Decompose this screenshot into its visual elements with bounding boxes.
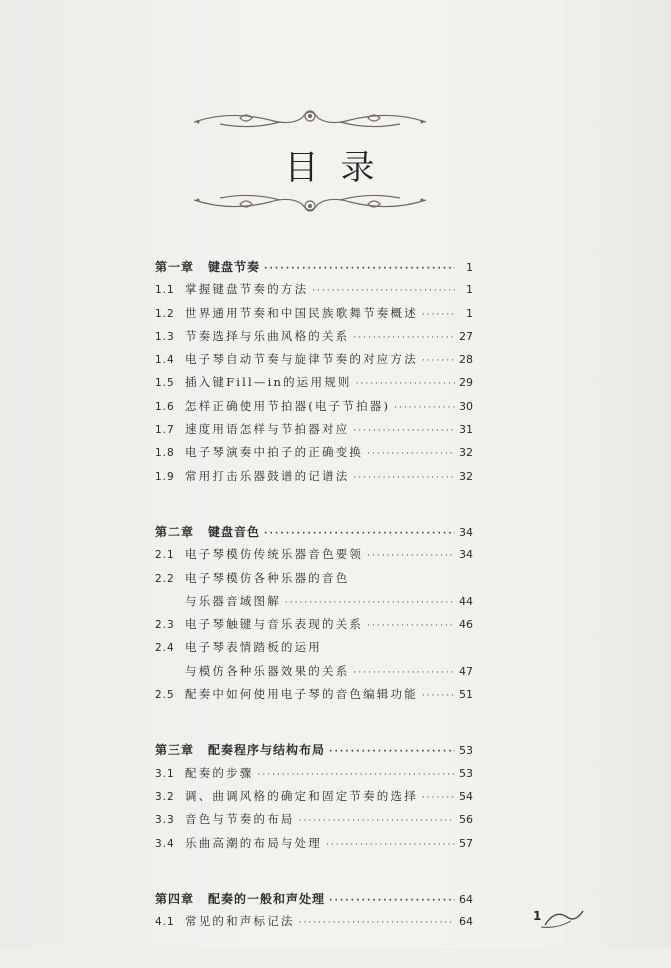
section-number: 4.1 (155, 916, 175, 929)
ornament-top-icon (190, 104, 430, 134)
toc-entry[interactable] (155, 444, 473, 467)
section-title: 掌握键盘节奏的方法 (185, 282, 309, 297)
section-title-line2: 与乐器音域图解 (185, 593, 281, 608)
leader-dots (422, 356, 455, 366)
leader-dots (285, 598, 455, 608)
chapter-title: 配奏程序与结构布局 (208, 743, 326, 758)
section-number: 2.4 (155, 642, 175, 655)
section-number: 2.3 (155, 619, 175, 632)
section-number: 3.2 (155, 790, 175, 803)
chapter-number: 第四章 (155, 891, 195, 906)
section-title: 电子琴自动节奏与旋律节奏的对应方法 (185, 352, 418, 367)
page-title: 目录 (284, 148, 397, 188)
page-ref: 31 (459, 423, 473, 437)
page-ref: 54 (459, 789, 473, 803)
section-title: 电子琴模仿各种乐器的音色 (185, 570, 350, 585)
page-ref: 51 (459, 688, 473, 702)
chapter-heading[interactable] (155, 890, 473, 913)
page-ref: 32 (459, 469, 473, 483)
toc-entry[interactable] (155, 616, 473, 639)
page-ref: 64 (459, 892, 473, 906)
leader-dots (367, 449, 455, 459)
section-title: 乐曲高潮的布局与处理 (185, 835, 322, 850)
leader-dots (258, 770, 456, 780)
section-title: 配奏的步骤 (185, 765, 254, 780)
section-title: 音色与节奏的布局 (185, 812, 295, 827)
toc-entry[interactable] (155, 421, 473, 444)
section-title: 配奏中如何使用电子琴的音色编辑功能 (185, 687, 418, 702)
page-ref: 1 (466, 306, 473, 320)
section-title: 速度用语怎样与节拍器对应 (185, 422, 350, 437)
leader-dots (329, 896, 455, 906)
chapter-number: 第三章 (155, 743, 195, 758)
section-title: 电子琴表情踏板的运用 (185, 640, 322, 655)
toc-entry[interactable] (155, 811, 473, 834)
section-number: 1.4 (155, 354, 175, 367)
page-ref: 46 (459, 618, 473, 632)
page-ref: 27 (459, 329, 473, 343)
section-title: 常见的和声标记法 (185, 914, 295, 929)
page-ref: 44 (459, 594, 473, 608)
toc-entry[interactable] (155, 398, 473, 421)
ornament-bottom-icon (190, 188, 430, 218)
chapter-title: 键盘节奏 (208, 260, 261, 274)
page-ref: 34 (459, 525, 473, 539)
leader-dots (353, 333, 455, 343)
section-number: 3.1 (155, 767, 175, 780)
chapter-3 (155, 741, 473, 857)
section-number: 2.2 (155, 572, 175, 585)
page-ref: 57 (459, 836, 473, 850)
leader-dots (422, 310, 455, 320)
chapter-heading[interactable] (155, 258, 473, 281)
page-ref: 28 (459, 353, 473, 367)
section-number: 3.3 (155, 814, 175, 827)
chapter-heading[interactable] (155, 741, 473, 764)
toc-entry[interactable] (155, 468, 473, 491)
chapter-title: 配奏的一般和声处理 (208, 891, 326, 906)
chapter-number: 第二章 (155, 524, 195, 539)
leader-dots (356, 379, 455, 389)
section-title: 插入键Fill—in的运用规则 (185, 375, 352, 390)
leader-dots (353, 668, 455, 678)
leader-dots (312, 286, 455, 296)
section-number: 1.8 (155, 447, 175, 460)
section-number: 3.4 (155, 837, 175, 850)
page-ref: 1 (466, 261, 473, 274)
section-number: 1.7 (155, 424, 175, 437)
toc-entry[interactable] (155, 305, 473, 328)
page-ref: 34 (459, 548, 473, 562)
leader-dots (264, 529, 455, 539)
section-number: 1.5 (155, 377, 175, 390)
section-number: 2.1 (155, 549, 175, 562)
toc-entry[interactable] (155, 788, 473, 811)
leader-dots (299, 918, 455, 928)
page-ref: 32 (459, 446, 473, 460)
toc-entry[interactable] (155, 765, 473, 788)
leader-dots (394, 403, 455, 413)
toc-entry[interactable] (155, 835, 473, 858)
section-title-line2: 与模仿各种乐器效果的关系 (185, 663, 350, 678)
chapter-number: 第一章 (155, 260, 195, 274)
section-number: 1.2 (155, 307, 175, 320)
leader-dots (422, 691, 455, 701)
toc-entry[interactable] (155, 546, 473, 569)
chapter-4 (155, 890, 473, 937)
section-title: 世界通用节奏和中国民族歌舞节奏概述 (185, 305, 418, 320)
page-number-text: 1 (533, 909, 542, 923)
section-title: 电子琴模仿传统乐器音色要领 (185, 547, 364, 562)
leader-dots (329, 747, 455, 757)
table-of-contents (155, 258, 473, 968)
section-number: 1.6 (155, 400, 175, 413)
chapter-heading[interactable] (155, 523, 473, 546)
leader-dots (326, 840, 455, 850)
section-number: 1.9 (155, 470, 175, 483)
page-ref: 29 (459, 376, 473, 390)
page-number (527, 905, 587, 931)
toc-entry[interactable] (155, 686, 473, 709)
chapter-title: 键盘音色 (208, 524, 261, 539)
leader-dots (299, 816, 455, 826)
toc-entry[interactable] (155, 328, 473, 351)
section-title: 电子琴演奏中拍子的正确变换 (185, 445, 364, 460)
leader-dots (367, 551, 455, 561)
toc-entry[interactable] (155, 281, 473, 304)
toc-entry[interactable] (155, 351, 473, 374)
section-number: 1.1 (155, 284, 175, 297)
leader-dots (353, 426, 455, 436)
leader-dots (367, 621, 455, 631)
chapter-2 (155, 523, 473, 709)
toc-entry[interactable] (155, 913, 473, 936)
section-title: 电子琴触键与音乐表现的关系 (185, 617, 364, 632)
toc-entry-continued[interactable] (155, 593, 473, 616)
toc-entry[interactable] (155, 639, 473, 662)
leader-dots (422, 793, 455, 803)
section-title: 常用打击乐器鼓谱的记谱法 (185, 468, 350, 483)
section-title: 调、曲调风格的确定和固定节奏的选择 (185, 788, 418, 803)
section-number: 1.3 (155, 330, 175, 343)
section-title: 节奏选择与乐曲风格的关系 (185, 328, 350, 343)
page-ref: 64 (459, 915, 473, 929)
page-ref: 1 (466, 283, 473, 297)
leader-dots (353, 473, 455, 483)
toc-entry[interactable] (155, 570, 473, 593)
page-ref: 53 (459, 766, 473, 780)
section-title: 怎样正确使用节拍器(电子节拍器) (185, 398, 391, 413)
toc-entry-continued[interactable] (155, 663, 473, 686)
section-number: 2.5 (155, 689, 175, 702)
chapter-1 (155, 258, 473, 491)
leader-dots (264, 264, 455, 274)
page-ref: 53 (459, 744, 473, 758)
toc-entry[interactable] (155, 374, 473, 397)
page-ref: 47 (459, 664, 473, 678)
page-ref: 30 (459, 399, 473, 413)
page-ref: 56 (459, 813, 473, 827)
